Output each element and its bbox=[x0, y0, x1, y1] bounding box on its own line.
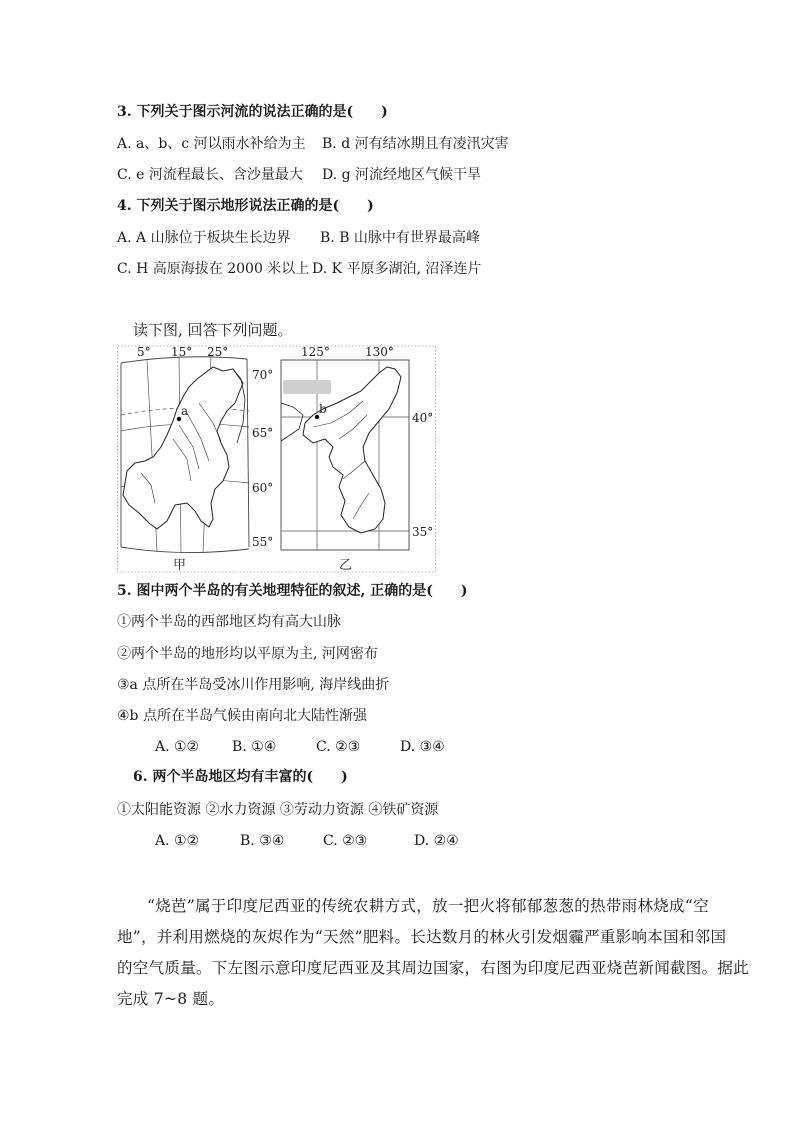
q4-option-c: C. H 高原海拔在 2000 米以上 bbox=[117, 261, 310, 277]
q6-option-b: B. ③④ bbox=[240, 833, 285, 849]
q3-stem: 3. 下列关于图示河流的说法正确的是( ) bbox=[117, 104, 388, 120]
blurred-label-patch bbox=[283, 380, 331, 394]
map-right-lat-40: 40° bbox=[412, 411, 434, 425]
passage-line-3: 的空气质量。下左图示意印度尼西亚及其周边国家，右图为印度尼西亚烧芭新闻截图。据此 bbox=[117, 959, 750, 977]
map-left-lon-25: 25° bbox=[207, 345, 229, 359]
map-left-lat-60: 60° bbox=[252, 481, 274, 495]
map-right-korea bbox=[281, 345, 433, 573]
map-right-caption: 乙 bbox=[339, 558, 353, 573]
map-left-lat-70: 70° bbox=[252, 368, 274, 382]
q6-items: ①太阳能资源 ②水力资源 ③劳动力资源 ④铁矿资源 bbox=[117, 802, 439, 818]
passage-line-1: “烧芭”属于印度尼西亚的传统农耕方式，放一把火将郁郁葱葱的热带雨林烧成“空 bbox=[147, 897, 709, 915]
q3-option-a: A. a、b、c 河以雨水补给为主 bbox=[117, 136, 306, 152]
q3-option-c: C. e 河流程最长、含沙量最大 bbox=[117, 167, 303, 183]
q3-option-b: B. d 河有结冰期且有凌汛灾害 bbox=[322, 136, 509, 152]
passage-line-2: 地”，并利用燃烧的灰烬作为“天然”肥料。长达数月的林火引发烟霾严重影响本国和邻国 bbox=[117, 928, 727, 946]
q5-statement-3: ③a 点所在半岛受冰川作用影响, 海岸线曲折 bbox=[117, 677, 390, 693]
q4-stem: 4. 下列关于图示地形说法正确的是( ) bbox=[117, 198, 374, 214]
map-left-lat-55: 55° bbox=[252, 535, 274, 549]
passage-line-4: 完成 7~8 题。 bbox=[117, 990, 225, 1008]
q6-stem: 6. 两个半岛地区均有丰富的( ) bbox=[133, 769, 348, 785]
q5-statement-4: ④b 点所在半岛气候由南向北大陆性渐强 bbox=[117, 708, 367, 724]
map-right-lon-125: 125° bbox=[301, 345, 330, 359]
q5-statement-1: ①两个半岛的西部地区均有高大山脉 bbox=[117, 614, 341, 630]
maps-intro: 读下图, 回答下列问题。 bbox=[133, 321, 293, 339]
q5-option-a: A. ①② bbox=[155, 739, 200, 755]
map-right-point-label: b bbox=[319, 402, 327, 416]
q4-option-d: D. K 平原多湖泊, 沼泽连片 bbox=[312, 261, 482, 277]
q5-option-d: D. ③④ bbox=[400, 739, 445, 755]
q6-option-d: D. ②④ bbox=[414, 833, 459, 849]
q5-option-c: C. ②③ bbox=[316, 739, 361, 755]
peninsula-maps-figure bbox=[117, 343, 437, 575]
q3-option-d: D. g 河流经地区气候干旱 bbox=[322, 167, 482, 183]
q5-option-b: B. ①④ bbox=[232, 739, 277, 755]
q6-option-a: A. ①② bbox=[155, 833, 200, 849]
q4-option-a: A. A 山脉位于板块生长边界 bbox=[117, 230, 291, 246]
q4-option-b: B. B 山脉中有世界最高峰 bbox=[320, 230, 480, 246]
map-left-point-label: a bbox=[181, 404, 189, 418]
map-left-lon-15: 15° bbox=[171, 345, 193, 359]
q5-stem: 5. 图中两个半岛的有关地理特征的叙述, 正确的是( ) bbox=[117, 583, 468, 599]
map-left-lon-5: 5° bbox=[137, 345, 151, 359]
map-left-scandinavia bbox=[121, 345, 273, 573]
map-left-lat-65: 65° bbox=[252, 426, 274, 440]
map-right-lon-130: 130° bbox=[365, 345, 394, 359]
map-left-caption: 甲 bbox=[173, 558, 187, 573]
map-right-lat-35: 35° bbox=[412, 525, 434, 539]
q5-statement-2: ②两个半岛的地形均以平原为主, 河网密布 bbox=[117, 646, 378, 662]
q6-option-c: C. ②③ bbox=[323, 833, 368, 849]
